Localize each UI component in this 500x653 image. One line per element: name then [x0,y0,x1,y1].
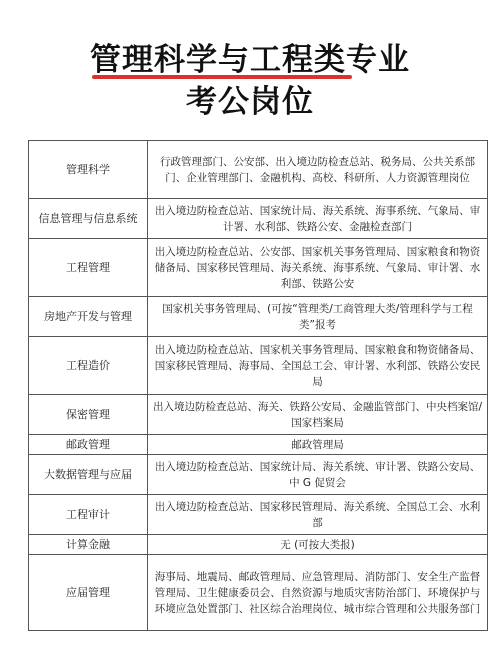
table-row [29,395,488,435]
major-cell: 信息管理与信息系统 [29,199,148,239]
table-row [29,297,488,337]
major-cell: 工程管理 [29,239,148,297]
table-row [29,495,488,535]
title-line-1-group [90,40,410,80]
orgs-cell: 行政管理部门、公安部、出入境边防检查总站、税务局、公共关系部门、企业管理部门、金融机构、高校、科研所、人力资源管理岗位 [148,141,488,199]
major-cell: 大数据管理与应届 [29,455,148,495]
orgs-cell: 出入境边防检查总站、国家移民管理局、海关系统、全国总工会、水利部 [148,495,488,535]
title-line-1-wrapper [0,40,500,80]
table-row [29,555,488,631]
major-cell: 保密管理 [29,395,148,435]
majors-table [28,140,488,631]
table-row [29,337,488,395]
table-row [29,535,488,555]
major-cell: 工程造价 [29,337,148,395]
major-cell: 邮政管理 [29,435,148,455]
table-row [29,239,488,297]
title-block [0,40,500,122]
majors-table-body [29,141,488,631]
orgs-cell: 无 (可按大类报) [148,535,488,555]
orgs-cell: 出入境边防检查总站、国家统计局、海关系统、审计署、铁路公安局、中 G 促贸会 [148,455,488,495]
major-cell: 房地产开发与管理 [29,297,148,337]
major-cell: 计算金融 [29,535,148,555]
orgs-cell: 出入境边防检查总站、公安部、国家机关事务管理局、国家粮食和物资储备局、国家移民管理局、海关系统、海事系统、气象局、审计署、水利部、铁路公安 [148,239,488,297]
page-title-line-2: 考公岗位 [186,84,314,120]
table-row [29,141,488,199]
orgs-cell: 出入境边防检查总站、国家统计局、海关系统、海事系统、气象局、审计署、水利部、铁路公安、金融检查部门 [148,199,488,239]
orgs-cell: 海事局、地震局、邮政管理局、应急管理局、消防部门、安全生产监督管理局、卫生健康委员会、自然资源与地质灾害防治部门、环境保护与环境应急处置部门、社区综合治理岗位、城市综合管理和公共服务部门 [148,555,488,631]
major-cell: 应届管理 [29,555,148,631]
table-row [29,455,488,495]
page-title-line-1: 管理科学与工程类专业 [90,42,410,78]
orgs-cell: 国家机关事务管理局、(可按“管理类/工商管理大类/管理科学与工程类”报考 [148,297,488,337]
orgs-cell: 出入境边防检查总站、海关、铁路公安局、金融监管部门、中央档案馆/国家档案局 [148,395,488,435]
table-row [29,435,488,455]
orgs-cell: 邮政管理局 [148,435,488,455]
table-row [29,199,488,239]
major-cell: 管理科学 [29,141,148,199]
orgs-cell: 出入境边防检查总站、国家机关事务管理局、国家粮食和物资储备局、国家移民管理局、海事局、全国总工会、审计署、水利部、铁路公安民局 [148,337,488,395]
major-cell: 工程审计 [29,495,148,535]
